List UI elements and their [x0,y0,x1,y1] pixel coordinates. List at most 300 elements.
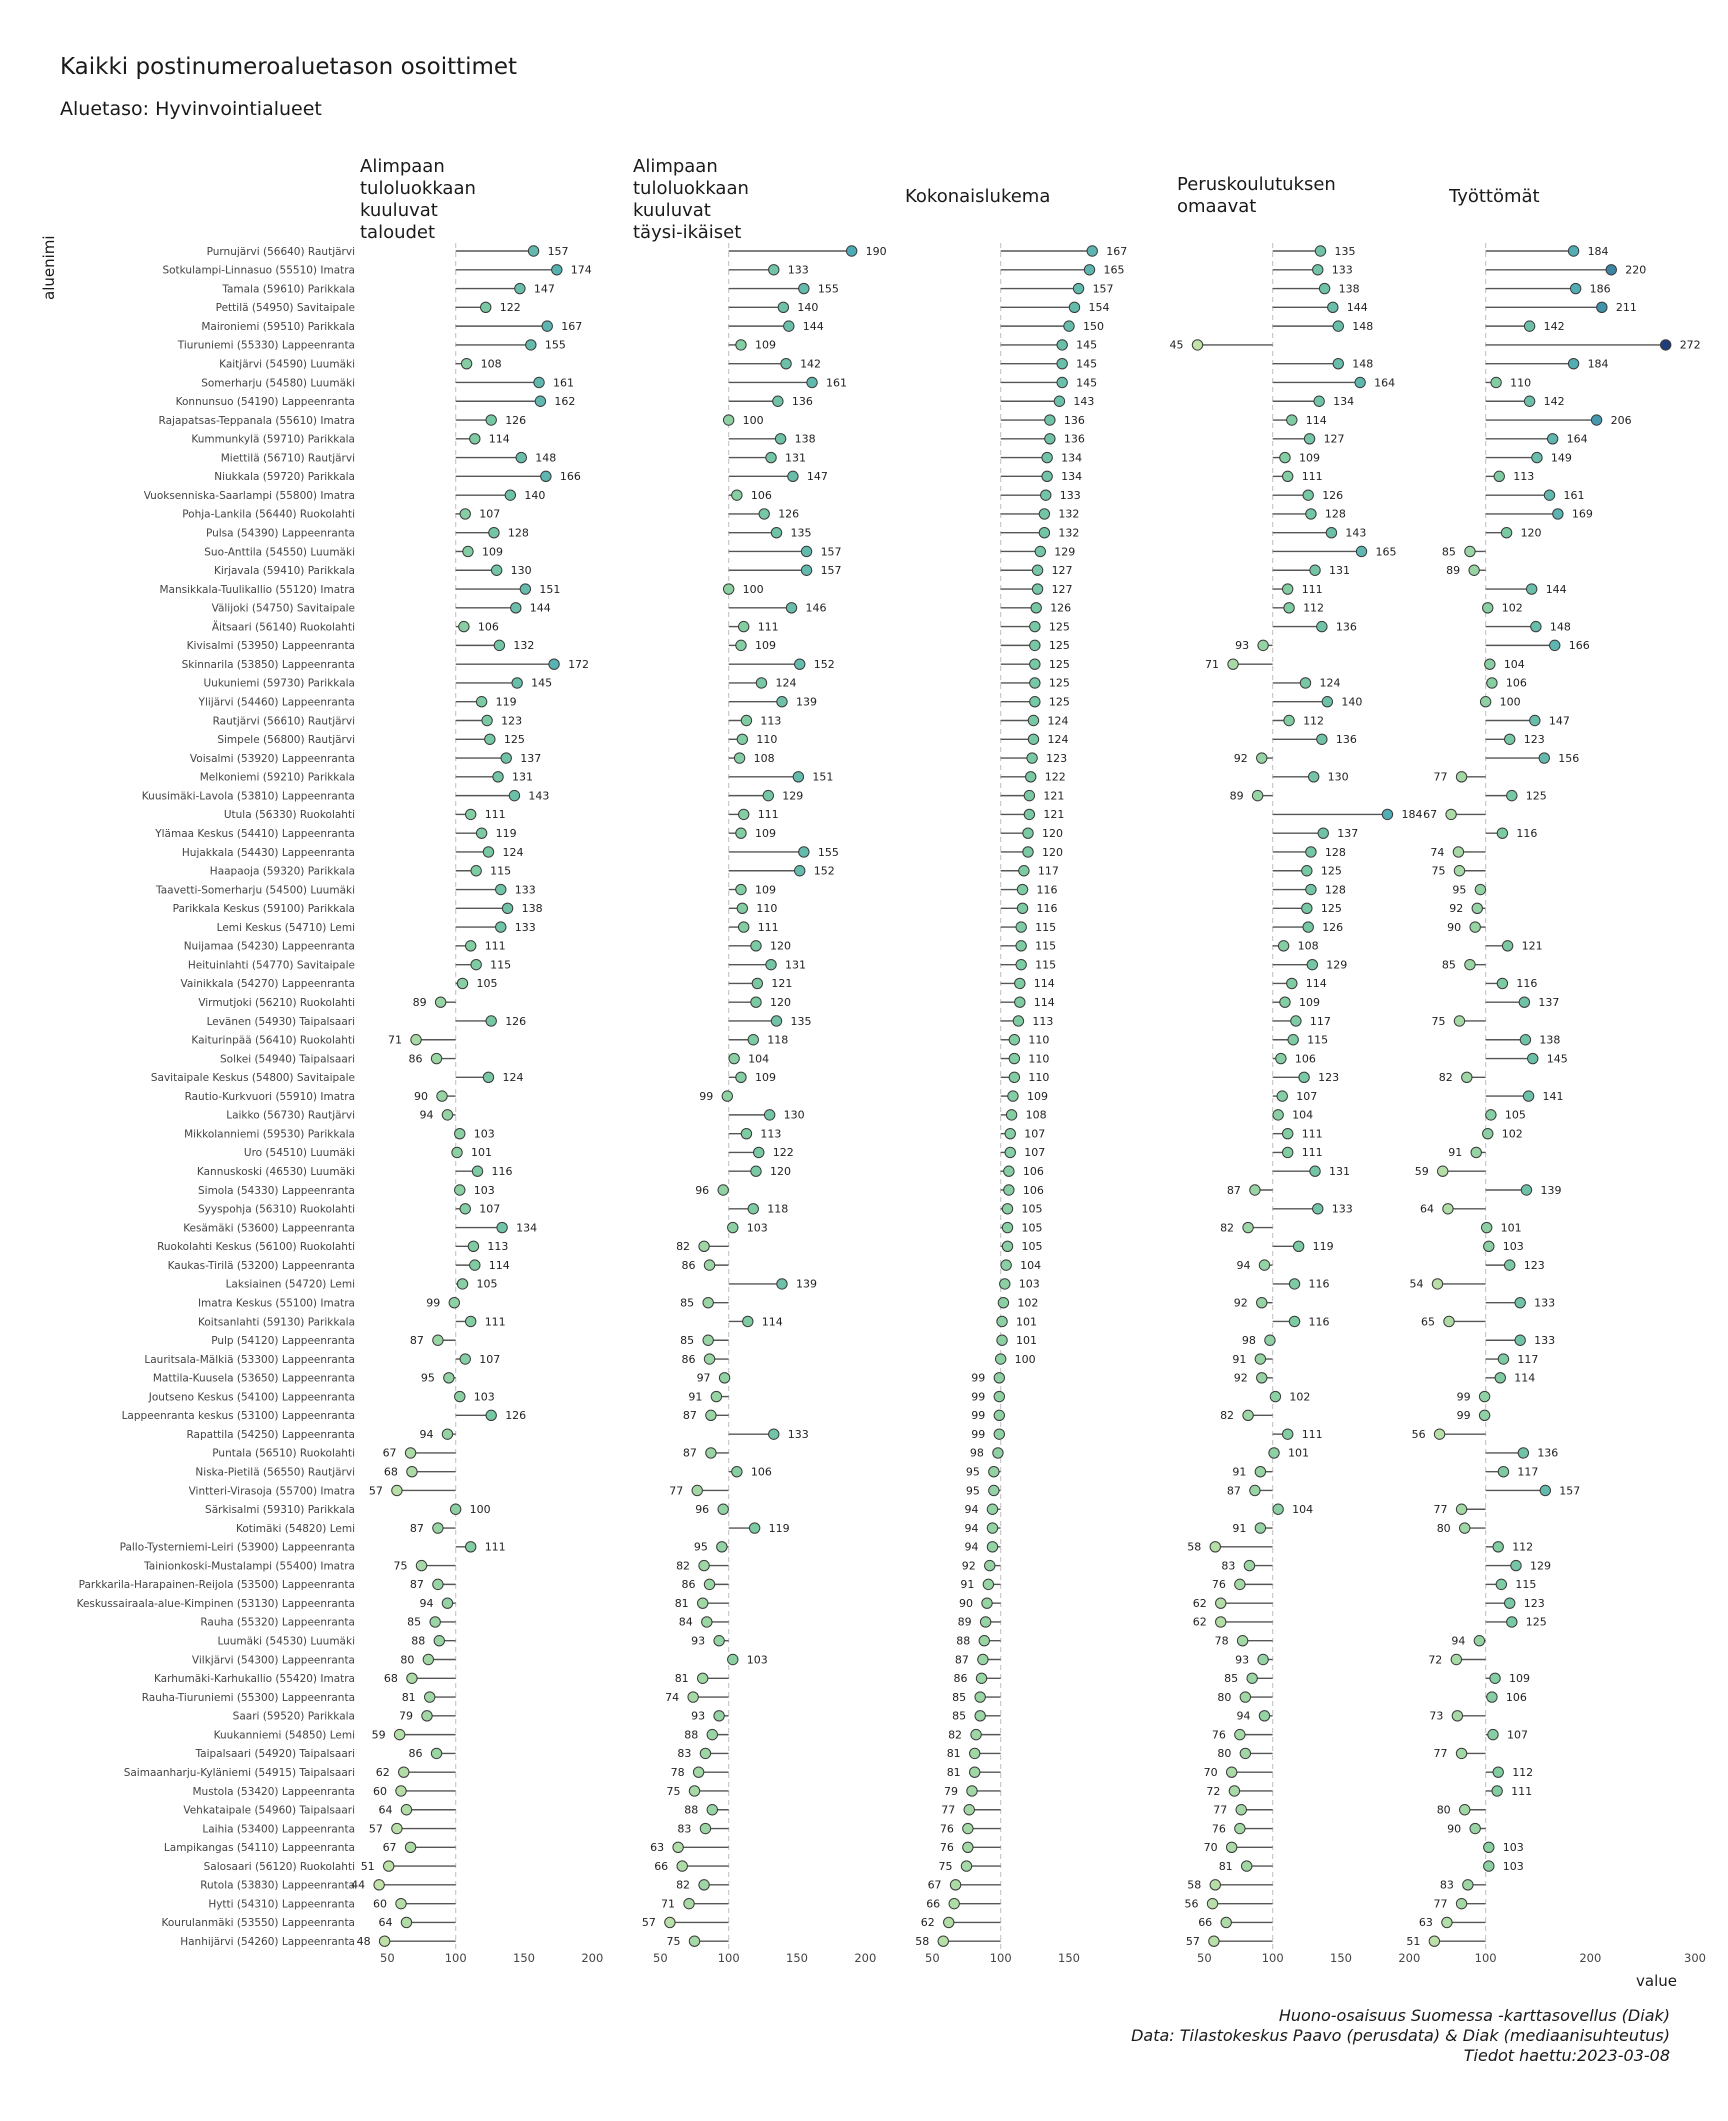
point-2-somerharju-54580-luumaki [1057,377,1067,387]
category-label-kannuskoski-46530-luumaki: Kannuskoski (46530) Luumäki [196,1166,355,1179]
value-label-0-haapaoja-59320-parikkala: 115 [490,864,512,878]
point-4-joutseno-keskus-54100-lappeenranta [1479,1391,1489,1401]
point-3-taavetti-somerharju-54500-luumaki [1306,884,1316,894]
point-1-syyspohja-56310-ruokolahti [748,1204,758,1214]
point-3-pulp-54120-lappeenranta [1265,1335,1275,1345]
point-2-saari-59520-parikkala [975,1711,985,1721]
point-4-miettila-56710-rautjarvi [1532,452,1542,462]
point-4-skinnarila-53850-lappeenranta [1485,659,1495,669]
point-0-vilkjarvi-54300-lappeenranta [423,1654,433,1664]
category-label-heituinlahti-54770-savitaipale: Heituinlahti (54770) Savitaipale [187,959,355,972]
value-label-3-vilkjarvi-54300-lappeenranta: 93 [1235,1653,1250,1667]
value-label-1-haapaoja-59320-parikkala: 152 [813,864,835,878]
point-3-hanhijarvi-54260-lappeenranta [1209,1936,1219,1946]
value-label-2-hytti-54310-lappeenranta: 66 [926,1897,941,1911]
value-label-2-pallo-tysterniemi-leiri-53900-lappeenranta: 94 [964,1540,979,1554]
value-label-1-lauritsala-malkia-53300-lappeenranta: 86 [681,1352,696,1366]
point-4-syyspohja-56310-ruokolahti [1443,1204,1453,1214]
point-3-vainikkala-54270-lappeenranta [1287,978,1297,988]
value-label-0-rajapatsas-teppanala-55610-imatra: 126 [505,413,527,427]
caption-line-1: Huono-osaisuus Suomessa -karttasovellus (Diak) [1278,2006,1670,2025]
point-0-simpele-56800-rautjarvi [485,734,495,744]
point-4-lauritsala-malkia-53300-lappeenranta [1498,1354,1508,1364]
point-2-lauritsala-malkia-53300-lappeenranta [995,1354,1005,1364]
point-3-savitaipale-keskus-54800-savitaipale [1299,1072,1309,1082]
point-2-rajapatsas-teppanala-55610-imatra [1045,415,1055,425]
category-label-hujakkala-54430-lappeenranta: Hujakkala (54430) Lappeenranta [181,846,355,859]
point-4-lampikangas-54110-lappeenranta [1484,1842,1494,1852]
point-0-kummunkyla-59710-parikkala [470,434,480,444]
x-tick-1-100: 100 [717,1951,740,1966]
value-label-1-ylamaa-keskus-54410-lappeenranta: 109 [754,826,776,840]
value-label-1-utula-56330-ruokolahti: 111 [757,808,779,822]
value-label-3-aitsaari-56140-ruokolahti: 136 [1335,620,1357,634]
value-label-3-ylijarvi-54460-lappeenranta: 140 [1341,695,1363,709]
point-2-simola-54330-lappeenranta [1004,1185,1014,1195]
point-4-pohja-lankila-56440-ruokolahti [1553,509,1563,519]
point-1-niska-pietila-56550-rautjarvi [732,1467,742,1477]
point-2-utula-56330-ruokolahti [1024,809,1034,819]
value-label-2-rautio-kurkvuori-55910-imatra: 109 [1026,1089,1048,1103]
point-2-pettila-54950-savitaipale [1069,302,1079,312]
value-label-0-rauha-55320-lappeenranta: 85 [407,1615,422,1629]
value-label-4-lemi-keskus-54710-lemi: 90 [1447,920,1462,934]
category-label-niukkala-59720-parikkala: Niukkala (59720) Parikkala [214,471,355,484]
point-3-lemi-keskus-54710-lemi [1303,922,1313,932]
point-2-joutseno-keskus-54100-lappeenranta [994,1391,1004,1401]
point-0-salosaari-56120-ruokolahti [384,1861,394,1871]
point-3-koitsanlahti-59130-parikkala [1289,1316,1299,1326]
value-label-1-tiuruniemi-55330-lappeenranta: 109 [754,338,776,352]
value-label-4-suo-anttila-54550-luumaki: 85 [1441,545,1456,559]
point-3-lappeenranta-keskus-53100-lappeenranta [1243,1410,1253,1420]
value-label-3-melkoniemi-59210-parikkala: 130 [1327,770,1349,784]
value-label-3-valijoki-54750-savitaipale: 112 [1303,601,1325,615]
point-4-hanhijarvi-54260-lappeenranta [1429,1936,1439,1946]
value-label-0-lampikangas-54110-lappeenranta: 67 [382,1841,397,1855]
point-1-taipalsaari-54920-taipalsaari [700,1748,710,1758]
point-3-simpele-56800-rautjarvi [1317,734,1327,744]
value-label-2-keskussairaala-alue-kimpinen-53130-lappeenranta: 90 [959,1596,973,1610]
point-2-mattila-kuusela-53650-lappeenranta [994,1373,1004,1383]
point-2-rauha-tiuruniemi-55300-lappeenranta [975,1692,985,1702]
point-0-niska-pietila-56550-rautjarvi [407,1467,417,1477]
point-3-niukkala-59720-parikkala [1283,471,1293,481]
value-label-3-konnunsuo-54190-lappeenranta: 134 [1333,395,1355,409]
value-label-1-solkei-54940-taipalsaari: 104 [748,1052,770,1066]
value-label-1-miettila-56710-rautjarvi: 131 [785,451,807,465]
point-3-laihia-53400-lappeenranta [1235,1823,1245,1833]
value-label-0-melkoniemi-59210-parikkala: 131 [512,770,534,784]
point-2-savitaipale-keskus-54800-savitaipale [1009,1072,1019,1082]
value-label-4-imatra-keskus-55100-imatra: 133 [1534,1296,1556,1310]
point-3-joutseno-keskus-54100-lappeenranta [1270,1391,1280,1401]
value-label-3-parikkala-keskus-59100-parikkala: 125 [1320,902,1342,916]
point-0-taavetti-somerharju-54500-luumaki [496,884,506,894]
point-0-somerharju-54580-luumaki [534,377,544,387]
value-label-4-niska-pietila-56550-rautjarvi: 117 [1517,1465,1539,1479]
point-2-kannuskoski-46530-luumaki [1004,1166,1014,1176]
point-4-vainikkala-54270-lappeenranta [1497,978,1507,988]
point-1-kannuskoski-46530-luumaki [751,1166,761,1176]
category-label-simpele-56800-rautjarvi: Simpele (56800) Rautjärvi [217,734,355,747]
point-3-skinnarila-53850-lappeenranta [1228,659,1238,669]
point-1-laikko-56730-rautjarvi [764,1110,774,1120]
point-1-laksiainen-54720-lemi [777,1279,787,1289]
point-1-lappeenranta-keskus-53100-lappeenranta [706,1410,716,1420]
value-label-1-kuusimaki-lavola-53810-lappeenranta: 129 [782,789,804,803]
point-3-hytti-54310-lappeenranta [1207,1898,1217,1908]
category-label-lauritsala-malkia-53300-lappeenranta: Lauritsala-Mälkiä (53300) Lappeenranta [144,1353,355,1366]
value-label-2-rutola-53830-lappeenranta: 67 [927,1878,942,1892]
value-label-3-miettila-56710-rautjarvi: 109 [1298,451,1320,465]
point-0-hujakkala-54430-lappeenranta [483,847,493,857]
point-2-pohja-lankila-56440-ruokolahti [1039,509,1049,519]
category-label-pulp-54120-lappeenranta: Pulp (54120) Lappeenranta [211,1335,355,1348]
value-label-2-kummunkyla-59710-parikkala: 136 [1063,432,1085,446]
value-label-2-saimaanharju-kylaniemi-54915-taipalsaari: 81 [946,1765,961,1779]
point-3-saari-59520-parikkala [1259,1711,1269,1721]
point-0-kivisalmi-53950-lappeenranta [494,640,504,650]
point-0-pettila-54950-savitaipale [481,302,491,312]
category-label-virmutjoki-56210-ruokolahti: Virmutjoki (56210) Ruokolahti [198,997,355,1009]
point-0-solkei-54940-taipalsaari [431,1053,441,1063]
point-0-maironiemi-59510-parikkala [542,321,552,331]
point-2-koitsanlahti-59130-parikkala [997,1316,1007,1326]
point-3-kaiturinpaa-56410-ruokolahti [1288,1035,1298,1045]
value-label-4-maironiemi-59510-parikkala: 142 [1543,319,1565,333]
point-4-mikkolanniemi-59530-parikkala [1483,1128,1493,1138]
point-4-laikko-56730-rautjarvi [1486,1110,1496,1120]
category-label-taavetti-somerharju-54500-luumaki: Taavetti-Somerharju (54500) Luumäki [156,884,355,897]
point-2-kesamaki-53600-lappeenranta [1002,1222,1012,1232]
value-label-3-kaukas-tirila-53200-lappeenranta: 94 [1236,1258,1251,1272]
value-label-3-puntala-56510-ruokolahti: 101 [1288,1446,1310,1460]
value-label-3-ylamaa-keskus-54410-lappeenranta: 137 [1337,826,1359,840]
value-label-4-levanen-54930-taipalsaari: 75 [1431,1014,1446,1028]
value-label-1-rautio-kurkvuori-55910-imatra: 99 [699,1089,714,1103]
point-1-hytti-54310-lappeenranta [684,1898,694,1908]
category-label-voisalmi-53920-lappeenranta: Voisalmi (53920) Lappeenranta [189,752,355,765]
value-label-2-kourulanmaki-53550-lappeenranta: 62 [920,1916,935,1930]
value-label-2-savitaipale-keskus-54800-savitaipale: 110 [1028,1071,1050,1085]
point-0-mansikkala-tuulikallio-55120-imatra [520,584,530,594]
point-1-luumaki-54530-luumaki [714,1636,724,1646]
value-label-2-kesamaki-53600-lappeenranta: 105 [1021,1221,1043,1235]
value-label-2-sotkulampi-linnasuo-55510-imatra: 165 [1103,263,1125,277]
point-1-rauha-tiuruniemi-55300-lappeenranta [688,1692,698,1702]
value-label-2-ruokolahti-keskus-56100-ruokolahti: 105 [1021,1240,1043,1254]
category-label-syyspohja-56310-ruokolahti: Syyspohja (56310) Ruokolahti [197,1203,355,1216]
point-2-skinnarila-53850-lappeenranta [1030,659,1040,669]
value-label-4-valijoki-54750-savitaipale: 102 [1501,601,1523,615]
point-1-uukuniemi-59730-parikkala [756,678,766,688]
value-label-2-kaitjarvi-54590-luumaki: 145 [1076,357,1098,371]
category-label-lemi-keskus-54710-lemi: Lemi Keskus (54710) Lemi [216,921,355,934]
point-0-puntala-56510-ruokolahti [405,1448,415,1458]
point-1-skinnarila-53850-lappeenranta [795,659,805,669]
point-1-miettila-56710-rautjarvi [766,452,776,462]
point-1-puntala-56510-ruokolahti [706,1448,716,1458]
point-1-pallo-tysterniemi-leiri-53900-lappeenranta [717,1542,727,1552]
value-label-2-kotimaki-54820-lemi: 94 [964,1521,979,1535]
point-1-vilkjarvi-54300-lappeenranta [728,1654,738,1664]
value-label-4-kuukanniemi-54850-lemi: 107 [1506,1728,1528,1742]
point-0-tamala-59610-parikkala [515,283,525,293]
point-2-mikkolanniemi-59530-parikkala [1005,1128,1015,1138]
point-1-mikkolanniemi-59530-parikkala [741,1128,751,1138]
point-1-vuoksenniska-saarlampi-55800-imatra [732,490,742,500]
value-label-2-rauha-tiuruniemi-55300-lappeenranta: 85 [952,1690,967,1704]
value-label-0-kuukanniemi-54850-lemi: 59 [371,1728,386,1742]
point-3-levanen-54930-taipalsaari [1291,1016,1301,1026]
value-label-4-pallo-tysterniemi-leiri-53900-lappeenranta: 112 [1512,1540,1534,1554]
value-label-0-rapattila-54250-lappeenranta: 94 [419,1427,434,1441]
value-label-1-laihia-53400-lappeenranta: 83 [677,1822,692,1836]
value-label-1-hujakkala-54430-lappeenranta: 155 [817,845,839,859]
value-label-0-puntala-56510-ruokolahti: 67 [382,1446,397,1460]
point-0-rutola-53830-lappeenranta [374,1880,384,1890]
point-2-heituinlahti-54770-savitaipale [1016,959,1026,969]
point-2-uukuniemi-59730-parikkala [1030,678,1040,688]
point-0-voisalmi-53920-lappeenranta [501,753,511,763]
point-3-pulsa-54390-lappeenranta [1326,528,1336,538]
value-label-3-rauha-55320-lappeenranta: 62 [1192,1615,1207,1629]
value-label-0-tainionkoski-mustalampi-55400-imatra: 75 [393,1559,408,1573]
category-label-keskussairaala-alue-kimpinen-53130-lappeenranta: Keskussairaala-alue-Kimpinen (53130) Lappeenranta [76,1597,355,1610]
value-label-3-vainikkala-54270-lappeenranta: 114 [1305,977,1327,991]
category-label-parikkala-keskus-59100-parikkala: Parikkala Keskus (59100) Parikkala [172,903,355,916]
category-label-kuukanniemi-54850-lemi: Kuukanniemi (54850) Lemi [213,1729,355,1742]
point-3-parikkala-keskus-59100-parikkala [1302,903,1312,913]
x-axis-label: value [1636,1972,1677,1990]
point-2-puntala-56510-ruokolahti [993,1448,1003,1458]
value-label-1-keskussairaala-alue-kimpinen-53130-lappeenranta: 81 [674,1596,689,1610]
value-label-4-lauritsala-malkia-53300-lappeenranta: 117 [1517,1352,1539,1366]
point-1-ylamaa-keskus-54410-lappeenranta [736,828,746,838]
category-label-vintteri-virasoja-55700-imatra: Vintteri-Virasoja (55700) Imatra [188,1485,355,1498]
value-label-2-joutseno-keskus-54100-lappeenranta: 99 [971,1390,986,1404]
value-label-3-sotkulampi-linnasuo-55510-imatra: 133 [1331,263,1353,277]
point-0-niukkala-59720-parikkala [541,471,551,481]
value-label-3-simola-54330-lappeenranta: 87 [1226,1183,1241,1197]
point-3-utula-56330-ruokolahti [1382,809,1392,819]
value-label-2-virmutjoki-56210-ruokolahti: 114 [1033,996,1055,1009]
value-label-2-lemi-keskus-54710-lemi: 115 [1035,920,1057,934]
value-label-1-pulp-54120-lappeenranta: 85 [680,1334,695,1348]
x-tick-2-50: 50 [925,1951,940,1966]
point-1-hanhijarvi-54260-lappeenranta [689,1936,699,1946]
value-label-1-koitsanlahti-59130-parikkala: 114 [761,1315,783,1329]
point-4-salosaari-56120-ruokolahti [1484,1861,1494,1871]
point-0-saimaanharju-kylaniemi-54915-taipalsaari [399,1767,409,1777]
value-label-2-vainikkala-54270-lappeenranta: 114 [1033,977,1055,991]
point-3-mustola-53420-lappeenranta [1229,1786,1239,1796]
point-4-vehkataipale-54960-taipalsaari [1460,1805,1470,1815]
value-label-1-parkkarila-harapainen-reijola-53500-lappeenranta: 86 [681,1578,696,1592]
value-label-1-pallo-tysterniemi-leiri-53900-lappeenranta: 95 [693,1540,708,1554]
value-label-3-pettila-54950-savitaipale: 144 [1346,301,1368,315]
value-label-0-lemi-keskus-54710-lemi: 133 [514,920,536,934]
point-2-suo-anttila-54550-luumaki [1035,546,1045,556]
value-label-0-ruokolahti-keskus-56100-ruokolahti: 113 [487,1240,509,1254]
value-label-0-taavetti-somerharju-54500-luumaki: 133 [514,883,536,897]
point-0-parkkarila-harapainen-reijola-53500-lappeenranta [433,1579,443,1589]
value-label-1-voisalmi-53920-lappeenranta: 108 [753,751,775,765]
point-3-parkkarila-harapainen-reijola-53500-lappeenranta [1235,1579,1245,1589]
value-label-0-kaiturinpaa-56410-ruokolahti: 71 [388,1033,403,1047]
point-3-kummunkyla-59710-parikkala [1304,434,1314,444]
point-0-kirjavala-59410-parikkala [491,565,501,575]
value-label-2-nuijamaa-54230-lappeenranta: 115 [1035,939,1057,953]
point-0-vainikkala-54270-lappeenranta [457,978,467,988]
value-label-0-purnujarvi-56640-rautjarvi: 157 [547,244,569,258]
value-label-1-saimaanharju-kylaniemi-54915-taipalsaari: 78 [670,1765,685,1779]
point-2-vainikkala-54270-lappeenranta [1015,978,1025,988]
value-label-3-vehkataipale-54960-taipalsaari: 77 [1213,1803,1228,1817]
point-3-luumaki-54530-luumaki [1237,1636,1247,1646]
value-label-2-kivisalmi-53950-lappeenranta: 125 [1048,639,1070,653]
category-label-kaukas-tirila-53200-lappeenranta: Kaukas-Tirilä (53200) Lappeenranta [167,1259,355,1272]
category-label-suo-anttila-54550-luumaki: Suo-Anttila (54550) Luumäki [204,546,355,559]
category-label-valijoki-54750-savitaipale: Välijoki (54750) Savitaipale [211,602,355,615]
value-label-4-vehkataipale-54960-taipalsaari: 80 [1436,1803,1451,1817]
value-label-1-skinnarila-53850-lappeenranta: 152 [813,657,835,671]
point-1-taavetti-somerharju-54500-luumaki [736,884,746,894]
point-1-aitsaari-56140-ruokolahti [739,621,749,631]
point-0-laikko-56730-rautjarvi [442,1110,452,1120]
value-label-1-syyspohja-56310-ruokolahti: 118 [767,1202,789,1216]
category-label-skinnarila-53850-lappeenranta: Skinnarila (53850) Lappeenranta [181,658,355,671]
point-2-pulsa-54390-lappeenranta [1039,528,1049,538]
point-0-kourulanmaki-53550-lappeenranta [401,1917,411,1927]
value-label-1-konnunsuo-54190-lappeenranta: 136 [791,395,813,409]
category-label-vilkjarvi-54300-lappeenranta: Vilkjärvi (54300) Lappeenranta [191,1654,355,1667]
point-4-kummunkyla-59710-parikkala [1547,434,1557,444]
value-label-3-kummunkyla-59710-parikkala: 127 [1323,432,1345,446]
value-label-0-koitsanlahti-59130-parikkala: 111 [484,1315,506,1329]
value-label-1-pettila-54950-savitaipale: 140 [797,301,819,315]
value-label-1-ylijarvi-54460-lappeenranta: 139 [795,695,817,709]
category-label-purnujarvi-56640-rautjarvi: Purnujärvi (56640) Rautjärvi [206,245,355,258]
value-label-2-somerharju-54580-luumaki: 145 [1076,376,1098,390]
point-0-pulp-54120-lappeenranta [433,1335,443,1345]
value-label-4-kirjavala-59410-parikkala: 89 [1446,564,1461,578]
point-4-virmutjoki-56210-ruokolahti [1519,997,1529,1007]
value-label-0-rautio-kurkvuori-55910-imatra: 90 [414,1089,428,1103]
point-4-heituinlahti-54770-savitaipale [1465,959,1475,969]
value-label-3-maironiemi-59510-parikkala: 148 [1352,319,1374,333]
point-1-karhumaki-karhukallio-55420-imatra [698,1673,708,1683]
point-0-kotimaki-54820-lemi [433,1523,443,1533]
value-label-4-keskussairaala-alue-kimpinen-53130-lappeenranta: 123 [1523,1596,1545,1610]
point-1-tamala-59610-parikkala [799,283,809,293]
point-1-savitaipale-keskus-54800-savitaipale [736,1072,746,1082]
category-label-koitsanlahti-59130-parikkala: Koitsanlahti (59130) Parikkala [198,1316,355,1329]
point-2-laihia-53400-lappeenranta [963,1823,973,1833]
point-3-maironiemi-59510-parikkala [1333,321,1343,331]
point-4-valijoki-54750-savitaipale [1483,603,1493,613]
point-3-mattila-kuusela-53650-lappeenranta [1257,1373,1267,1383]
value-label-4-melkoniemi-59210-parikkala: 77 [1433,770,1448,784]
category-label-saari-59520-parikkala: Saari (59520) Parikkala [232,1710,355,1723]
point-3-vintteri-virasoja-55700-imatra [1250,1485,1260,1495]
value-label-2-kuukanniemi-54850-lemi: 82 [948,1728,963,1742]
point-3-aitsaari-56140-ruokolahti [1317,621,1327,631]
point-0-joutseno-keskus-54100-lappeenranta [455,1391,465,1401]
y-axis-label: aluenimi [40,235,58,300]
point-2-vintteri-virasoja-55700-imatra [989,1485,999,1495]
point-0-lemi-keskus-54710-lemi [496,922,506,932]
value-label-0-sarkisalmi-59310-parikkala: 100 [469,1503,491,1517]
point-4-lemi-keskus-54710-lemi [1470,922,1480,932]
point-4-purnujarvi-56640-rautjarvi [1568,246,1578,256]
value-label-3-niska-pietila-56550-rautjarvi: 91 [1232,1465,1247,1479]
value-label-4-kaitjarvi-54590-luumaki: 184 [1587,357,1609,371]
category-label-nuijamaa-54230-lappeenranta: Nuijamaa (54230) Lappeenranta [183,940,355,953]
point-1-uro-54510-luumaki [754,1147,764,1157]
value-label-4-rutola-53830-lappeenranta: 83 [1439,1878,1454,1892]
point-1-purnujarvi-56640-rautjarvi [846,246,856,256]
value-label-1-savitaipale-keskus-54800-savitaipale: 109 [754,1071,776,1085]
point-4-rautjarvi-56610-rautjarvi [1530,715,1540,725]
point-2-simpele-56800-rautjarvi [1028,734,1038,744]
point-3-kourulanmaki-53550-lappeenranta [1221,1917,1231,1927]
value-label-2-mikkolanniemi-59530-parikkala: 107 [1024,1127,1046,1141]
value-label-0-simola-54330-lappeenranta: 103 [473,1183,495,1197]
category-label-rautjarvi-56610-rautjarvi: Rautjärvi (56610) Rautjärvi [212,715,355,728]
value-label-4-ylamaa-keskus-54410-lappeenranta: 116 [1516,826,1538,840]
value-label-0-pulp-54120-lappeenranta: 87 [409,1334,424,1348]
value-label-3-tiuruniemi-55330-lappeenranta: 45 [1169,338,1184,352]
value-label-1-purnujarvi-56640-rautjarvi: 190 [865,244,887,258]
value-label-3-uukuniemi-59730-parikkala: 124 [1319,676,1341,690]
value-label-3-rutola-53830-lappeenranta: 58 [1187,1878,1202,1892]
point-4-taavetti-somerharju-54500-luumaki [1475,884,1485,894]
value-label-2-suo-anttila-54550-luumaki: 129 [1054,545,1076,559]
point-0-uukuniemi-59730-parikkala [512,678,522,688]
value-label-2-rapattila-54250-lappeenranta: 99 [971,1427,986,1441]
value-label-4-rajapatsas-teppanala-55610-imatra: 206 [1610,413,1632,427]
value-label-2-karhumaki-karhukallio-55420-imatra: 86 [953,1672,968,1686]
point-4-simola-54330-lappeenranta [1521,1185,1531,1195]
point-0-ruokolahti-keskus-56100-ruokolahti [468,1241,478,1251]
point-1-kourulanmaki-53550-lappeenranta [665,1917,675,1927]
point-0-miettila-56710-rautjarvi [516,452,526,462]
point-3-konnunsuo-54190-lappeenranta [1314,396,1324,406]
category-label-solkei-54940-taipalsaari: Solkei (54940) Taipalsaari [220,1053,355,1066]
point-1-pettila-54950-savitaipale [778,302,788,312]
point-0-kaukas-tirila-53200-lappeenranta [470,1260,480,1270]
value-label-2-uro-54510-luumaki: 107 [1024,1146,1046,1160]
value-label-1-salosaari-56120-ruokolahti: 66 [654,1859,669,1873]
value-label-2-laikko-56730-rautjarvi: 108 [1025,1108,1047,1122]
value-label-0-mikkolanniemi-59530-parikkala: 103 [473,1127,495,1141]
point-0-melkoniemi-59210-parikkala [493,772,503,782]
point-4-lappeenranta-keskus-53100-lappeenranta [1479,1410,1489,1420]
value-label-2-taipalsaari-54920-taipalsaari: 81 [946,1747,961,1761]
value-label-2-konnunsuo-54190-lappeenranta: 143 [1073,395,1095,409]
value-label-3-levanen-54930-taipalsaari: 117 [1309,1014,1331,1028]
point-1-ruokolahti-keskus-56100-ruokolahti [699,1241,709,1251]
value-label-2-luumaki-54530-luumaki: 88 [956,1634,971,1648]
value-label-4-haapaoja-59320-parikkala: 75 [1431,864,1446,878]
value-label-2-kirjavala-59410-parikkala: 127 [1051,564,1073,578]
panel-title-3: Peruskoulutuksen omaavat [1177,174,1336,217]
value-label-3-kannuskoski-46530-luumaki: 131 [1329,1165,1351,1179]
point-3-sarkisalmi-59310-parikkala [1273,1504,1283,1514]
value-label-2-salosaari-56120-ruokolahti: 75 [938,1859,953,1873]
